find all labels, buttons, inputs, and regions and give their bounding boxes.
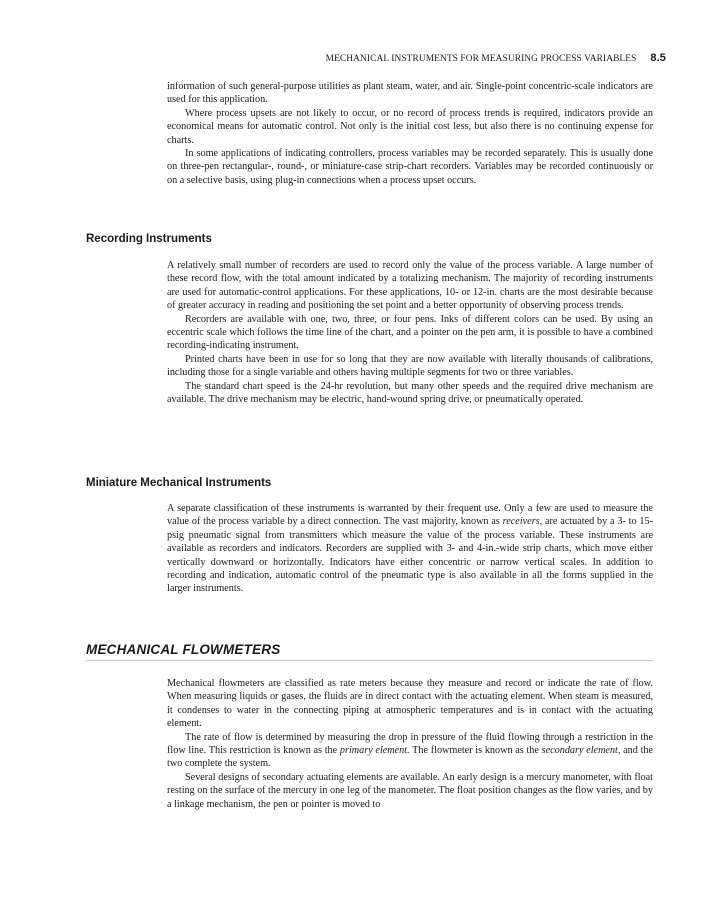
heading-rule: [86, 660, 653, 661]
paragraph: Recorders are available with one, two, three, or four pens. Inks of different colors can be used. By using an eccentric scale which follows the time line of the chart, and a pointer on the pen arm, it is possible to have a combined recording-indicating instrument.: [167, 313, 653, 352]
page-number: 8.5: [650, 52, 666, 64]
section-heading-miniature: Miniature Mechanical Instruments: [86, 477, 272, 489]
section-heading-recording: Recording Instruments: [86, 233, 212, 245]
miniature-text: [167, 502, 653, 596]
paragraph: The rate of flow is determined by measuring the drop in pressure of the fluid flowing through a restriction in the flow line. This restriction is known as the primary element. The flowmeter is known as the secondary element, and the two complete the system.: [167, 731, 654, 770]
paragraph: Several designs of secondary actuating elements are available. An early design is a mercury manometer, with float resting on the surface of the mercury in one leg of the manometer. The float position changes as the flow varies, and by a linkage mechanism, the pen or pointer is moved to: [167, 771, 653, 810]
recording-text: [167, 259, 653, 406]
paragraph: A separate classification of these instruments is warranted by their frequent use. Only a few are used to measure the value of the process variable by a direct connection. The vast majority, known as receivers, are actuated by a 3- to 15-psig pneumatic signal from transmitters which measure the value of the process variable. These instruments are available as recorders and indicators. Recorders are supplied with 3- and 4-in.-wide strip charts, which move either vertically downward or horizontally. Indicators have either concentric or narrow vertical scales. In addition to recording and indication, automatic control of the pneumatic type is also available in all the forms supplied in the larger instruments.: [167, 503, 653, 595]
chapter-section-heading: MECHANICAL FLOWMETERS: [86, 642, 281, 657]
paragraph: A relatively small number of recorders are used to record only the value of the process variable. A large number of these record flow, with the total amount indicated by a totalizing mechanism. The majority of recording instruments are used for automatic-control applications. For these applications, 10- or 12-in. charts are the most desirable because of greater accuracy in reading and positioning the set point and a better opportunity of observing process trends.: [167, 260, 653, 312]
paragraph: Where process upsets are not likely to occur, or no record of process trends is required, indicators provide an economical means for automatic control. Not only is the initial cost less, but also there is no continuing expense for charts.: [167, 107, 653, 146]
paragraph: The standard chart speed is the 24-hr revolution, but many other speeds and the required drive mechanism are available. The drive mechanism may be electric, hand-wound spring drive, or pneumatically operated.: [167, 380, 653, 406]
flowmeters-text: [167, 677, 653, 811]
emphasis: receivers,: [502, 516, 543, 528]
paragraph: Printed charts have been in use for so long that they are now available with literally thousands of calibrations, including those for a single variable and others having multiple segments for two or three variables.: [167, 353, 653, 379]
intro-text: [167, 80, 653, 187]
running-header: [100, 52, 666, 64]
paragraph: Mechanical flowmeters are classified as rate meters because they measure and record or indicate the rate of flow. When measuring liquids or gases, the fluids are in direct contact with the actuating element. When steam is measured, it condenses to water in the connecting piping at atmospheric temperatures and is in contact with the actuating element.: [167, 678, 653, 730]
running-title: MECHANICAL INSTRUMENTS FOR MEASURING PROCESS VARIABLES: [325, 54, 637, 64]
paragraph: In some applications of indicating controllers, process variables may be recorded separately. This is usually done on three-pen rectangular-, round-, or miniature-case strip-chart recorders. Variables may be recorded continuously or on a selective basis, using plug-in connections when a process upset occurs.: [167, 148, 653, 186]
emphasis: primary element.: [339, 745, 410, 757]
emphasis: secondary element,: [541, 745, 621, 757]
paragraph: information of such general-purpose utilities as plant steam, water, and air. Single-point concentric-scale indicators are used for this application.: [167, 81, 653, 106]
